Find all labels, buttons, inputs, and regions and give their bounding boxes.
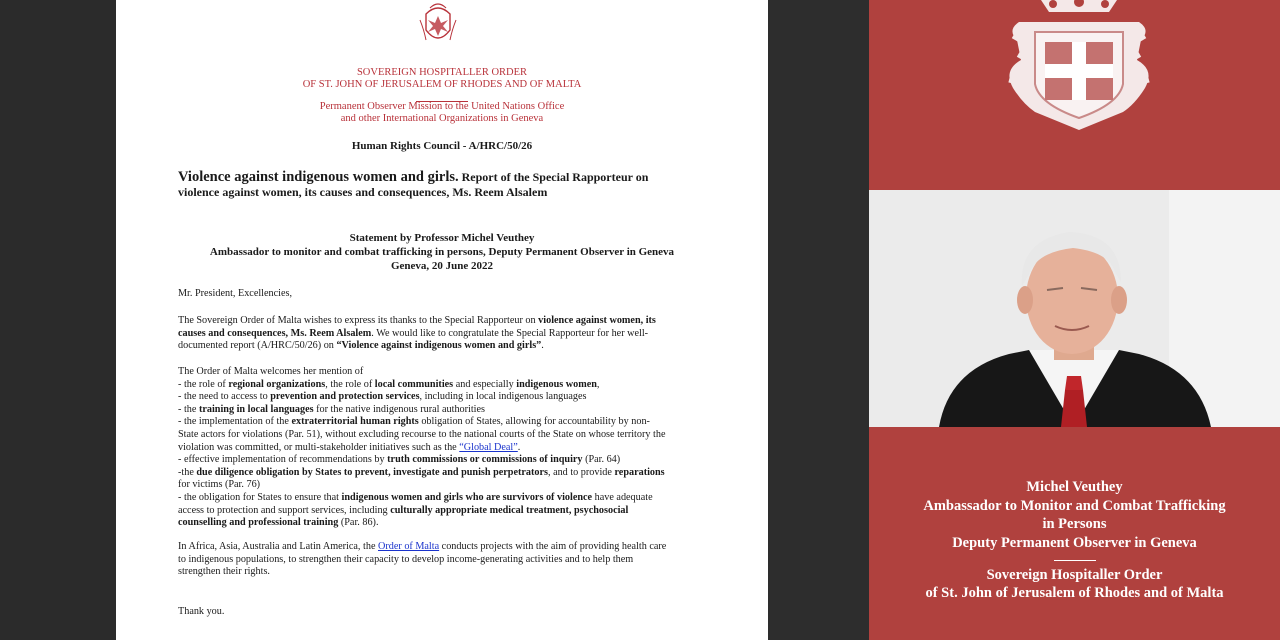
welcome-list <box>178 366 706 530</box>
list-item: - the need to access to prevention and protection services, including in local indigenous languages <box>178 391 587 403</box>
speaker-caption <box>869 427 1280 640</box>
list-item: - the role of regional organizations, the role of local communities and especially indigenous women, <box>178 378 600 390</box>
council-reference: Human Rights Council - A/HRC/50/26 <box>351 140 533 152</box>
speaker-role-line1: Ambassador to Monitor and Combat Trafficking <box>923 498 1226 514</box>
malta-crest-icon <box>414 0 462 48</box>
list-item: - the implementation of the extraterritorial human rights obligation of States, allowing for accountability by non- State actors for violations (Par. 51), without excluding recourse to the national courts of the State on whose territory the violation was committed, or multi-stakeholder initiatives such as the “Global Deal”. <box>178 416 666 453</box>
malta-crest-icon <box>869 0 1280 190</box>
list-item: - the obligation for States to ensure that indigenous women and girls who are survivors of violence have adequate access to protection and support services, including culturally appropriate medical treatment, psychosocial counselling and professional training (Par. 86). <box>178 491 653 529</box>
statement-heading: Statement by Professor Michel Veuthey <box>349 232 535 244</box>
caption-divider <box>1054 560 1096 561</box>
salutation: Mr. President, Excellencies, <box>178 288 293 299</box>
list-item: - the training in local languages for the native indigenous rural authorities <box>178 403 486 415</box>
closing-line: Thank you. <box>178 606 225 617</box>
statement-role: Ambassador to monitor and combat trafficking in persons, Deputy Permanent Observer in Geneva <box>209 246 675 258</box>
speaker-name: Michel Veuthey <box>1026 479 1123 495</box>
crest-panel <box>869 0 1280 190</box>
left-background <box>0 0 116 640</box>
list-item: - effective implementation of recommendations by truth commissions or commissions of inquiry (Par. 64) <box>178 454 621 466</box>
order-of-malta-link[interactable]: Order of Malta <box>378 541 440 552</box>
speaker-portrait <box>869 190 1280 427</box>
shared-document <box>116 0 768 640</box>
list-item: -the due diligence obligation by States to prevent, investigate and punish perpetrators, and to provide reparations for victims (Par. 76) <box>178 466 665 491</box>
panel-gap <box>768 0 869 640</box>
caption-org-line1: Sovereign Hospitaller Order <box>986 567 1163 583</box>
statement-date: Geneva, 20 June 2022 <box>390 260 494 272</box>
report-title: Violence against indigenous women and girls. Report of the Special Rapporteur on violence against women, its causes and consequences, Ms. Reem Alsalem <box>178 169 649 199</box>
org-name-line1: SOVEREIGN HOSPITALLER ORDER <box>356 67 528 78</box>
org-name-line2: OF ST. JOHN OF JERUSALEM OF RHODES AND OF MALTA <box>302 79 582 90</box>
mission-line2: and other International Organizations in Geneva <box>340 113 544 124</box>
mission-line1: Permanent Observer Mission to the United Nations Office <box>319 101 565 112</box>
paragraph-projects: In Africa, Asia, Australia and Latin America, the Order of Malta conducts projects with the aim of providing health care to indigenous populations, to strengthen their capacity to develop income-generating activities and to help them strengthen their rights. <box>178 541 667 578</box>
list-intro: The Order of Malta welcomes her mention of <box>178 366 364 377</box>
speaker-role-line3: Deputy Permanent Observer in Geneva <box>952 535 1197 551</box>
speaker-role-line2: in Persons <box>1042 516 1107 532</box>
speaker-video <box>869 190 1280 427</box>
caption-org-line2: of St. John of Jerusalem of Rhodes and of Malta <box>925 585 1224 601</box>
paragraph-thanks: The Sovereign Order of Malta wishes to express its thanks to the Special Rapporteur on violence against women, its causes and consequences, Ms. Reem Alsalem. We would like to congratulate the Special Rapporteur for her well- documented report (A/HRC/50/26) on “Violence against indigenous women and girls”. <box>178 315 656 352</box>
global-deal-link[interactable]: “Global Deal” <box>459 441 518 453</box>
